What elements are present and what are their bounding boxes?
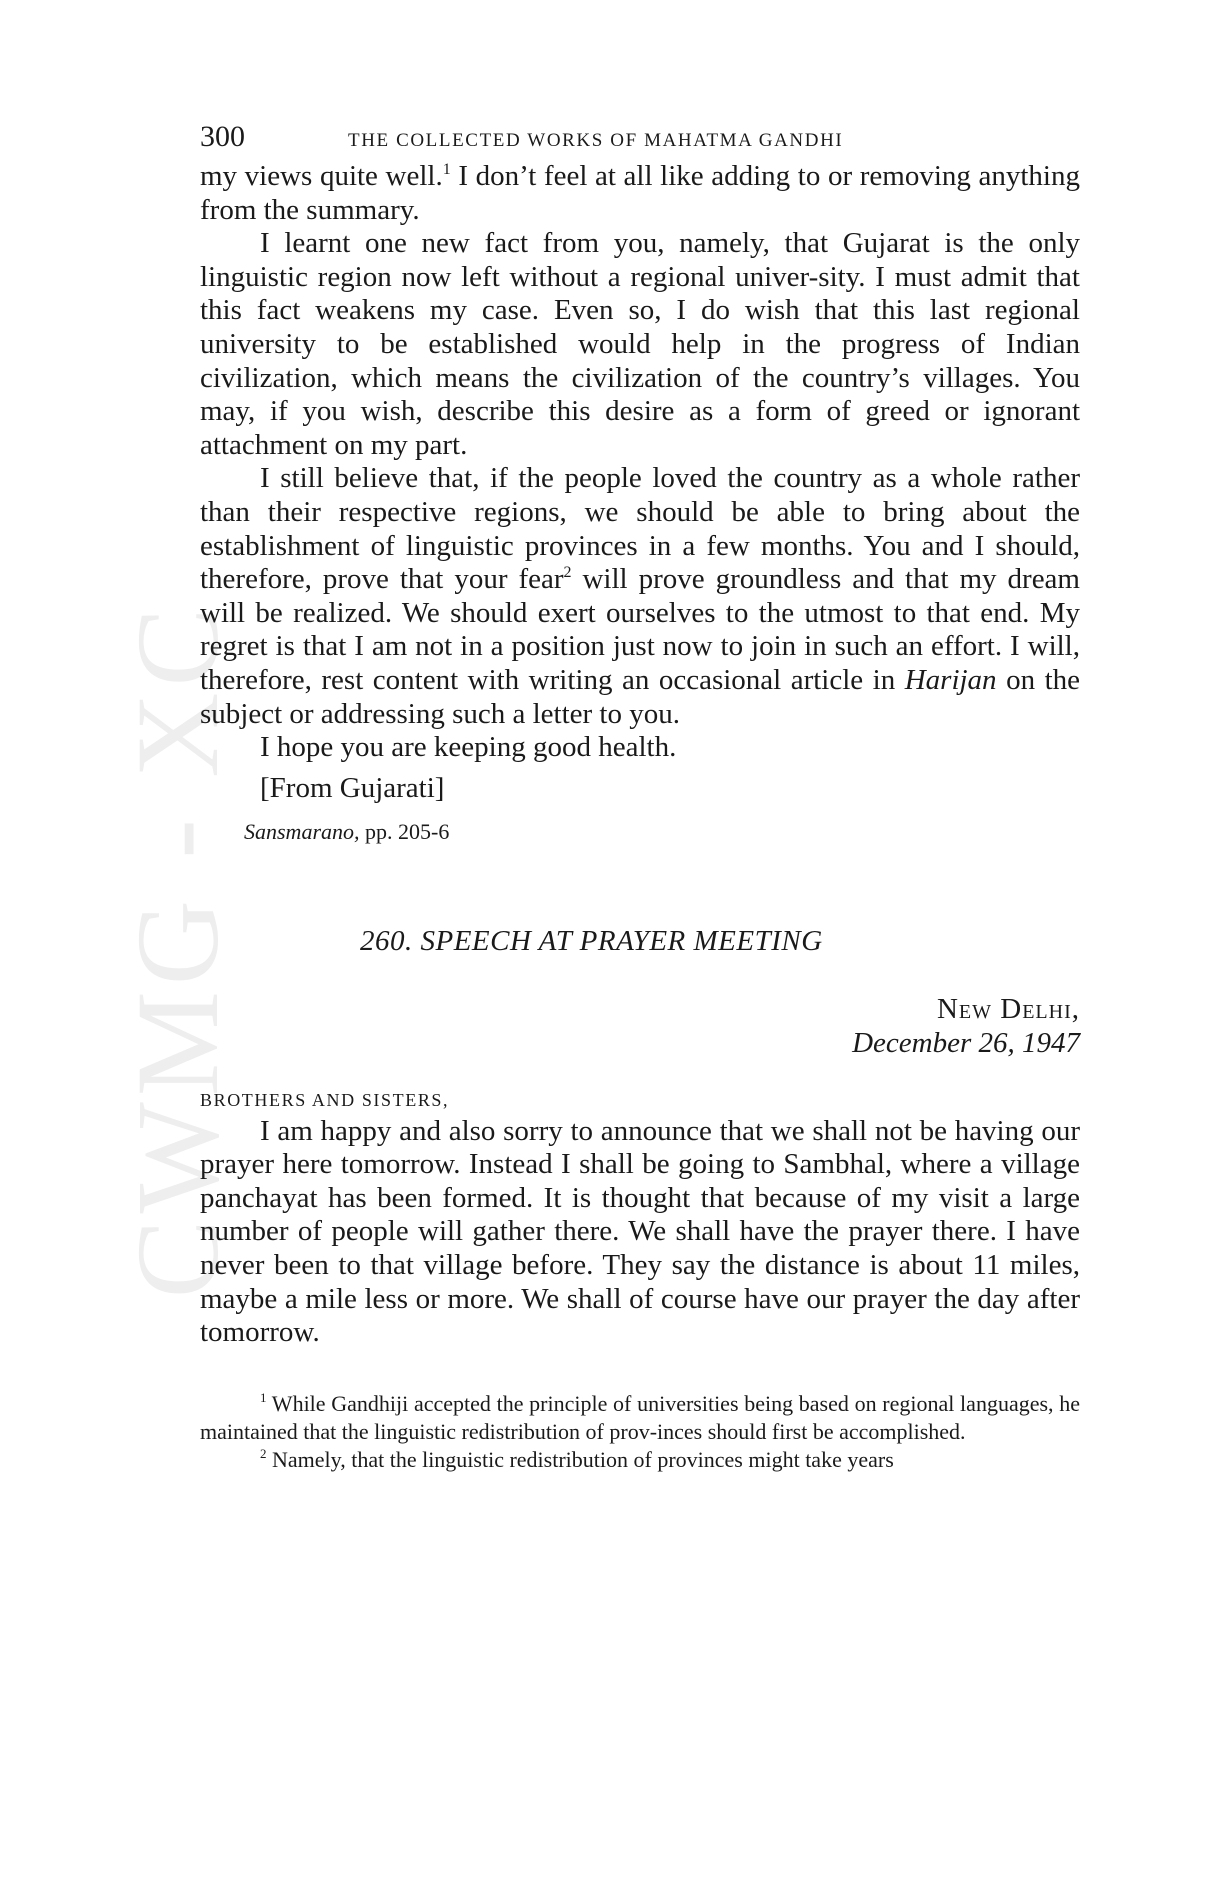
letter-paragraph-3	[200, 462, 1080, 731]
footnote-marker: 2	[260, 1445, 267, 1461]
source-pages: pp. 205-6	[359, 818, 450, 844]
source-language-note: [From Gujarati]	[260, 771, 445, 804]
section-title: 260. SPEECH AT PRAYER MEETING	[360, 924, 823, 957]
letter-text: will prove groundless and that my dream will be realized. We should exert ourselves to the utmost to that end. My regret is that I am not in a position just now to join in such an effort. I will, therefore, rest content with writing an occasional article in	[200, 563, 1080, 696]
speech-paragraph-1: I am happy and also sorry to announce that we shall not be having our prayer here tomorrow. Instead I shall be going to Sambhal, where a village panchayat has been formed. It is thought that because of my visit a large number of people will gather there. We shall have the prayer there. I have never been to that village before. They say the distance is about 11 miles, maybe a mile less or more. We shall of course have our prayer the day after tomorrow.	[200, 1114, 1080, 1349]
letter-text: my views quite well.	[200, 160, 443, 192]
source-title: Sansmarano,	[244, 818, 360, 844]
running-title: THE COLLECTED WORKS OF MAHATMA GANDHI	[348, 130, 844, 151]
footnote-marker: 1	[260, 1389, 267, 1405]
letter-paragraph-1	[200, 160, 1080, 227]
publication-name: Harijan	[904, 663, 997, 696]
letter-paragraph-2: I learnt one new fact from you, namely, that Gujarat is the only linguistic region now left without a regional univer-sity. I must admit that this fact weakens my case. Even so, I do wish that this last regional university to be established would help in the progress of Indian civilization, which means the civilization of the country’s villages. You may, if you wish, describe this desire as a form of greed or ignorant attachment on my part.	[200, 227, 1080, 461]
letter-text: on the subject or addressing such a letter to you.	[200, 663, 1080, 730]
page-body	[200, 120, 1080, 1474]
footnote-ref-2: 2	[563, 564, 572, 582]
letter-text: I still believe that, if the people loved the country as a whole rather than their respective regions, we should be able to bring about the establishment of linguistic provinces in a few months. You and I should, therefore, prove that your fear	[200, 462, 1080, 596]
running-head	[200, 120, 1080, 160]
footnote-ref-1: 1	[442, 161, 451, 178]
dateline-date: December 26, 1947	[852, 1026, 1080, 1059]
footnote-2	[200, 1446, 1080, 1474]
dateline	[200, 992, 1080, 1060]
footnotes	[200, 1390, 1080, 1474]
footnote-1	[200, 1390, 1080, 1446]
letter-text: I don’t feel at all like adding to or removing anything from the summary.	[200, 160, 1080, 226]
footnote-text: While Gandhiji accepted the principle of universities being based on regional languages, he maintained that the linguistic redistribution of prov-inces should first be accomplished.	[200, 1390, 1080, 1444]
letter-paragraph-4: I hope you are keeping good health.	[260, 731, 677, 764]
page-number: 300	[200, 120, 245, 153]
salutation: BROTHERS AND SISTERS,	[200, 1089, 450, 1110]
dateline-place: New Delhi,	[936, 992, 1080, 1025]
watermark-text: CWMG - XC	[112, 601, 243, 1299]
footnote-text: Namely, that the linguistic redistribution of provinces might take years	[266, 1446, 894, 1472]
source-reference	[244, 819, 1080, 845]
